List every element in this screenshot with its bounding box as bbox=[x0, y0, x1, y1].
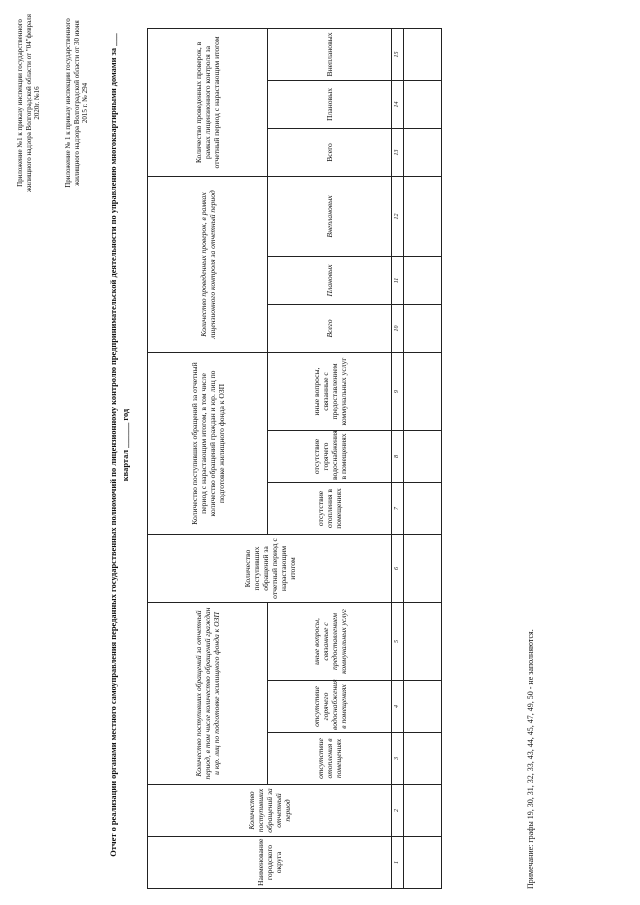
table-cell[interactable] bbox=[404, 128, 442, 176]
report-table bbox=[147, 28, 442, 889]
col-number: 9 bbox=[392, 353, 404, 431]
col-number: 1 bbox=[392, 837, 404, 889]
col-no-hot-water-header: отсутствие горячего водоснабжения в помещениях bbox=[268, 681, 392, 733]
col-inspections-planned-header: Плановых bbox=[268, 257, 392, 305]
table-cell[interactable] bbox=[404, 80, 442, 128]
table-cell[interactable] bbox=[404, 733, 442, 785]
table-cell[interactable] bbox=[404, 603, 442, 681]
col-number: 2 bbox=[392, 785, 404, 837]
group-requests-period-header: Количество поступивших обращений за отчетный период, в том числе количество обращений граждан и юр. лиц по подготовке жилищного фонда к ОЗП bbox=[148, 603, 268, 785]
col-inspections-total-header: Всего bbox=[268, 305, 392, 353]
col-number: 11 bbox=[392, 257, 404, 305]
footnote: Примечание: графы 19, 30, 31, 32, 33, 43, 44, 45, 47, 49, 50 - не заполняются. bbox=[526, 629, 535, 889]
col-inspections-unplanned-header: Внеплановых bbox=[268, 176, 392, 256]
col-no-heating-cumulative-header: отсутствие отопления в помещениях bbox=[268, 483, 392, 535]
header-approval-1: Приложение №1 к приказу инспекции государственного жилищного надзора Волгоградской области от "04"февраля 2020г. №16 bbox=[16, 14, 41, 192]
col-no-hot-water-cumulative-header: отсутствие горячего водоснабжения в помещениях bbox=[268, 431, 392, 483]
col-number: 13 bbox=[392, 128, 404, 176]
group-inspections-period-header: Количество проведенных проверок, в рамках лицензионного контроля за отчетный период bbox=[148, 176, 268, 352]
col-other-utilities-cumulative-header: иные вопросы, связанные с предоставлением коммунальных услуг bbox=[268, 353, 392, 431]
table-cell[interactable] bbox=[404, 535, 442, 603]
col-requests-header: Количество поступивших обращений за отчетный период bbox=[148, 785, 392, 837]
col-number: 10 bbox=[392, 305, 404, 353]
table-cell[interactable] bbox=[404, 257, 442, 305]
col-number: 5 bbox=[392, 603, 404, 681]
table-cell[interactable] bbox=[404, 483, 442, 535]
table-cell[interactable] bbox=[404, 785, 442, 837]
col-number: 14 bbox=[392, 80, 404, 128]
col-number: 4 bbox=[392, 681, 404, 733]
col-inspections-unplanned-cumulative-header: Внеплановых bbox=[268, 28, 392, 80]
col-number: 7 bbox=[392, 483, 404, 535]
col-requests-cumulative-header: Количество поступивших обращений за отчетный период с нарастающим итогом bbox=[148, 535, 392, 603]
col-number: 15 bbox=[392, 28, 404, 80]
col-number: 3 bbox=[392, 733, 404, 785]
table-cell[interactable] bbox=[404, 28, 442, 80]
table-cell[interactable] bbox=[404, 681, 442, 733]
col-number: 6 bbox=[392, 535, 404, 603]
table-cell[interactable] bbox=[404, 353, 442, 431]
col-number: 12 bbox=[392, 176, 404, 256]
table-cell[interactable] bbox=[404, 305, 442, 353]
col-inspections-planned-cumulative-header: Плановых bbox=[268, 80, 392, 128]
col-no-heating-header: отсутствие отопления в помещениях bbox=[268, 733, 392, 785]
group-inspections-cumulative-header: Количество проведенных проверок, в рамках лицензионного контроля за отчетный период с нарастающим итогом bbox=[148, 28, 268, 176]
col-inspections-total-cumulative-header: Всего bbox=[268, 128, 392, 176]
col-number: 8 bbox=[392, 431, 404, 483]
col-municipality-header: Наименование городского округа bbox=[148, 837, 392, 889]
header-approval-2: Приложение № 1 к приказу инспекции государственного жилищного надзора Волгоградской области от 30 июня 2015 г. № 294 bbox=[64, 18, 89, 188]
report-title: Отчет о реализации органами местного самоуправления переданных государственных полномочий по лицензионному контролю предпринимательской деятельности по управлению многоквартирными домами за ___ квартал ______ год bbox=[109, 33, 130, 857]
col-other-utilities-header: иные вопросы, связанные с предоставлением коммунальных услуг bbox=[268, 603, 392, 681]
table-cell[interactable] bbox=[404, 176, 442, 256]
table-cell[interactable] bbox=[404, 431, 442, 483]
table-cell[interactable] bbox=[404, 837, 442, 889]
group-requests-cumulative-header: Количество поступивших обращений за отчетный период с нарастающим итогом, в том числе количество обращений граждан и юр. лиц по подготовке жилищного фонда к ОЗП bbox=[148, 353, 268, 535]
